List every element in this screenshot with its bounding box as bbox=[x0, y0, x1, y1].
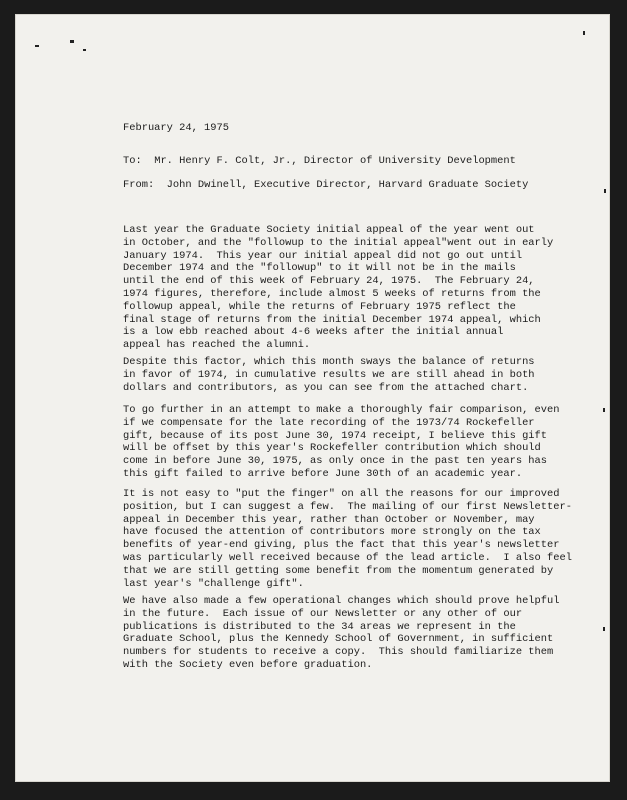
paragraph-line: January 1974. This year our initial appeal did not go out until bbox=[123, 249, 523, 262]
paragraph-line: followup appeal, while the returns of February 1975 reflect the bbox=[123, 300, 516, 313]
scan-speck bbox=[583, 31, 585, 35]
paragraph-line: publications is distributed to the 34 areas we represent in the bbox=[123, 620, 516, 633]
scan-speck bbox=[35, 45, 39, 47]
scan-speck bbox=[603, 627, 605, 631]
paragraph-line: We have also made a few operational changes which should prove helpful bbox=[123, 595, 560, 607]
body-paragraph-4 bbox=[123, 488, 593, 590]
paragraph-line: in favor of 1974, in cumulative results we are still ahead in both bbox=[123, 368, 535, 381]
paragraph-line: will be offset by this year's Rockefeller contribution which should bbox=[123, 442, 541, 455]
memo-date: February 24, 1975 bbox=[123, 122, 230, 134]
paragraph-line: To go further in an attempt to make a thoroughly fair comparison, even bbox=[123, 404, 560, 416]
from-sender: John Dwinell, Executive Director, Harvard Graduate Society bbox=[166, 179, 529, 191]
paragraph-line: come in before June 30, 1975, as only once in the past ten years has bbox=[123, 455, 548, 468]
paragraph-line: Last year the Graduate Society initial appeal of the year went out bbox=[123, 224, 535, 236]
memo-to-line bbox=[123, 155, 516, 168]
scan-speck bbox=[603, 408, 605, 412]
body-paragraph-3 bbox=[123, 404, 593, 481]
paragraph-line: It is not easy to "put the finger" on all the reasons for our improved bbox=[123, 488, 560, 500]
paragraph-line: Graduate School, plus the Kennedy School of Government, in sufficient bbox=[123, 633, 554, 646]
paragraph-line: until the end of this week of February 24, 1975. The February 24, bbox=[123, 275, 535, 288]
scan-speck bbox=[604, 189, 606, 193]
to-label: To: bbox=[123, 155, 142, 167]
paragraph-line: in October, and the "followup to the initial appeal"went out in early bbox=[123, 236, 554, 249]
paragraph-line: Despite this factor, which this month sways the balance of returns bbox=[123, 356, 535, 368]
scan-speck bbox=[83, 49, 86, 51]
paragraph-line: dollars and contributors, as you can see from the attached chart. bbox=[123, 381, 529, 394]
paragraph-line: was particularly well received because of the lead article. I also feel bbox=[123, 551, 572, 564]
paragraph-line: gift, because of its post June 30, 1974 receipt, I believe this gift bbox=[123, 429, 548, 442]
scan-speck bbox=[70, 40, 74, 43]
paragraph-line: with the Society even before graduation. bbox=[123, 658, 373, 671]
to-recipient: Mr. Henry F. Colt, Jr., Director of University Development bbox=[154, 155, 516, 167]
paragraph-line: numbers for students to receive a copy. This should familiarize them bbox=[123, 646, 554, 659]
body-paragraph-2 bbox=[123, 356, 593, 394]
paragraph-line: is a low ebb reached about 4-6 weeks after the initial annual bbox=[123, 326, 504, 339]
paragraph-line: if we compensate for the late recording of the 1973/74 Rockefeller bbox=[123, 416, 535, 429]
body-paragraph-1 bbox=[123, 224, 593, 352]
paragraph-line: this gift failed to arrive before June 30th of an academic year. bbox=[123, 467, 523, 480]
paragraph-line: final stage of returns from the initial December 1974 appeal, which bbox=[123, 313, 541, 326]
paragraph-line: appeal in December this year, rather than October or November, may bbox=[123, 513, 535, 526]
body-paragraph-5 bbox=[123, 595, 593, 672]
paragraph-line: last year's "challenge gift". bbox=[123, 577, 304, 590]
paragraph-line: that we are still getting some benefit from the momentum generated by bbox=[123, 564, 554, 577]
paragraph-line: in the future. Each issue of our Newsletter or any other of our bbox=[123, 607, 523, 620]
paragraph-line: 1974 figures, therefore, include almost 5 weeks of returns from the bbox=[123, 287, 541, 300]
paragraph-line: position, but I can suggest a few. The mailing of our first Newsletter- bbox=[123, 500, 572, 513]
paragraph-line: December 1974 and the "followup" to it will not be in the mails bbox=[123, 262, 516, 275]
paragraph-line: have focused the attention of contributors more strongly on the tax bbox=[123, 526, 541, 539]
paragraph-line: benefits of year-end giving, plus the fact that this year's newsletter bbox=[123, 539, 560, 552]
memo-from-line bbox=[123, 179, 528, 192]
memo-page bbox=[15, 14, 610, 782]
paragraph-line: appeal has reached the alumni. bbox=[123, 339, 311, 352]
from-label: From: bbox=[123, 179, 155, 191]
